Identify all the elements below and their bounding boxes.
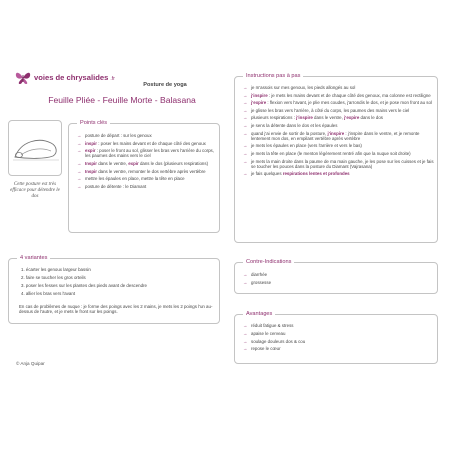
page-subtitle: Posture de yoga — [143, 82, 187, 88]
instructions-box — [234, 73, 438, 243]
instruction-item: → plusieurs respirations : j'inspire dans le ventre, j'expire dans le dos — [243, 115, 435, 120]
instruction-item: → je mets les épaules en place (vers l'arrière et vers le bas) — [243, 143, 435, 148]
points-cles-item: → expir : poser le front au sol, glisser les bras vers l'arrière du corps, les paumes des mains vers le ciel — [77, 148, 217, 158]
avantage-item: → apaise le cerveau — [243, 331, 433, 336]
instruction-item: → j'inspire : je mets les mains devant et de chaque côté des genoux, ma colonne est rectiligne — [243, 93, 435, 98]
page-title: Feuille Pliée - Feuille Morte - Balasana — [48, 95, 196, 105]
points-cles-title: Points clés — [77, 120, 110, 127]
instruction-item: → je mets la main droite dans la paume de ma main gauche, je les pose sur les cuisses et je fais se toucher les pouces dans la posture du Diamant (Vajrasana) — [243, 159, 435, 169]
contre-indication-item: → grossesse — [243, 280, 433, 285]
avantages-list — [243, 323, 433, 354]
instructions-list — [243, 85, 435, 179]
avantage-item: → réduit fatigue & stress — [243, 323, 433, 328]
points-cles-box — [68, 120, 220, 233]
variante-item: 3. poser les fesses sur les plantes des pieds avant de descendre — [21, 283, 147, 288]
instruction-item: → je glisse les bras vers l'arrière, à côté du corps, les paumes des mains vers le ciel — [243, 108, 435, 113]
variante-item: 2. faire se toucher les gros orteils — [21, 275, 86, 280]
variantes-list — [21, 267, 217, 299]
contre-indications-list — [243, 272, 433, 288]
instruction-item: → je mets la tête en place (le menton légèrement rentré afin que la nuque soit droite) — [243, 151, 435, 156]
child-pose-figure — [11, 129, 61, 165]
points-cles-item: → Inspir dans le ventre, remonter le dos vertèbre après vertèbre — [77, 169, 217, 174]
contre-indication-item: → diarrhée — [243, 272, 433, 277]
variantes-box — [8, 255, 220, 324]
illustration-caption: Cette posture est très efficace pour détendre le dos — [10, 182, 60, 199]
illustration-frame — [8, 120, 62, 176]
avantages-title: Avantages — [243, 311, 275, 318]
nuque-note: En cas de problèmes de nuque : je forme des poings avec les 2 mains, je mets les 2 poings l'un au-dessus de l'autre, et je mets le front sur les poings. — [19, 304, 213, 315]
variante-item: 1. écarter les genoux largeur bassin — [21, 267, 91, 272]
instruction-item: → je fais quelques respirations lentes et profondes — [243, 171, 435, 176]
instruction-item: → je sens la détente dans le dos et les épaules — [243, 123, 435, 128]
variantes-title: 4 variantes — [17, 255, 50, 262]
instruction-item: → j'expire : flexion vers l'avant, je plie mes coudes, j'arrondis le dos, et je pose mon front au sol — [243, 100, 435, 105]
points-cles-list — [77, 133, 217, 191]
points-cles-item: → posture de départ : sur les genoux — [77, 133, 217, 138]
contre-indications-box — [234, 259, 438, 294]
points-cles-item: → mettre les épaules en place, mettre la tête en place — [77, 176, 217, 181]
brand — [14, 70, 124, 90]
avantage-item: → repose le cœur — [243, 346, 433, 351]
instruction-item: → je m'assois sur mes genoux, les pieds allongés au sol — [243, 85, 435, 90]
brand-tld: .fr — [110, 76, 115, 82]
avantages-box — [234, 311, 438, 364]
points-cles-item: → posture de détente : le Diamant — [77, 184, 217, 189]
instruction-item: → quand j'ai envie de sortir de la posture, j'inspire : j'inspire dans le ventre, et je remonte lentement mon dos, en empilant vertèbre après vertèbre — [243, 131, 435, 141]
points-cles-item: → inspir : poser les mains devant et de chaque côté des genoux — [77, 141, 217, 146]
contre-indications-title: Contre-Indications — [243, 259, 294, 266]
points-cles-item: → Inspir dans le ventre, expir dans le dos (plusieurs respirations) — [77, 161, 217, 166]
copyright: © Anja Quipar — [16, 361, 45, 366]
variante-item: 4. allier les bras vers l'avant — [21, 291, 76, 296]
brand-name: voies de chrysalides .fr — [34, 73, 115, 82]
instructions-title: Instructions pas à pas — [243, 73, 303, 80]
avantage-item: → soulage douleurs dos & cou — [243, 339, 433, 344]
butterfly-icon — [14, 70, 32, 86]
